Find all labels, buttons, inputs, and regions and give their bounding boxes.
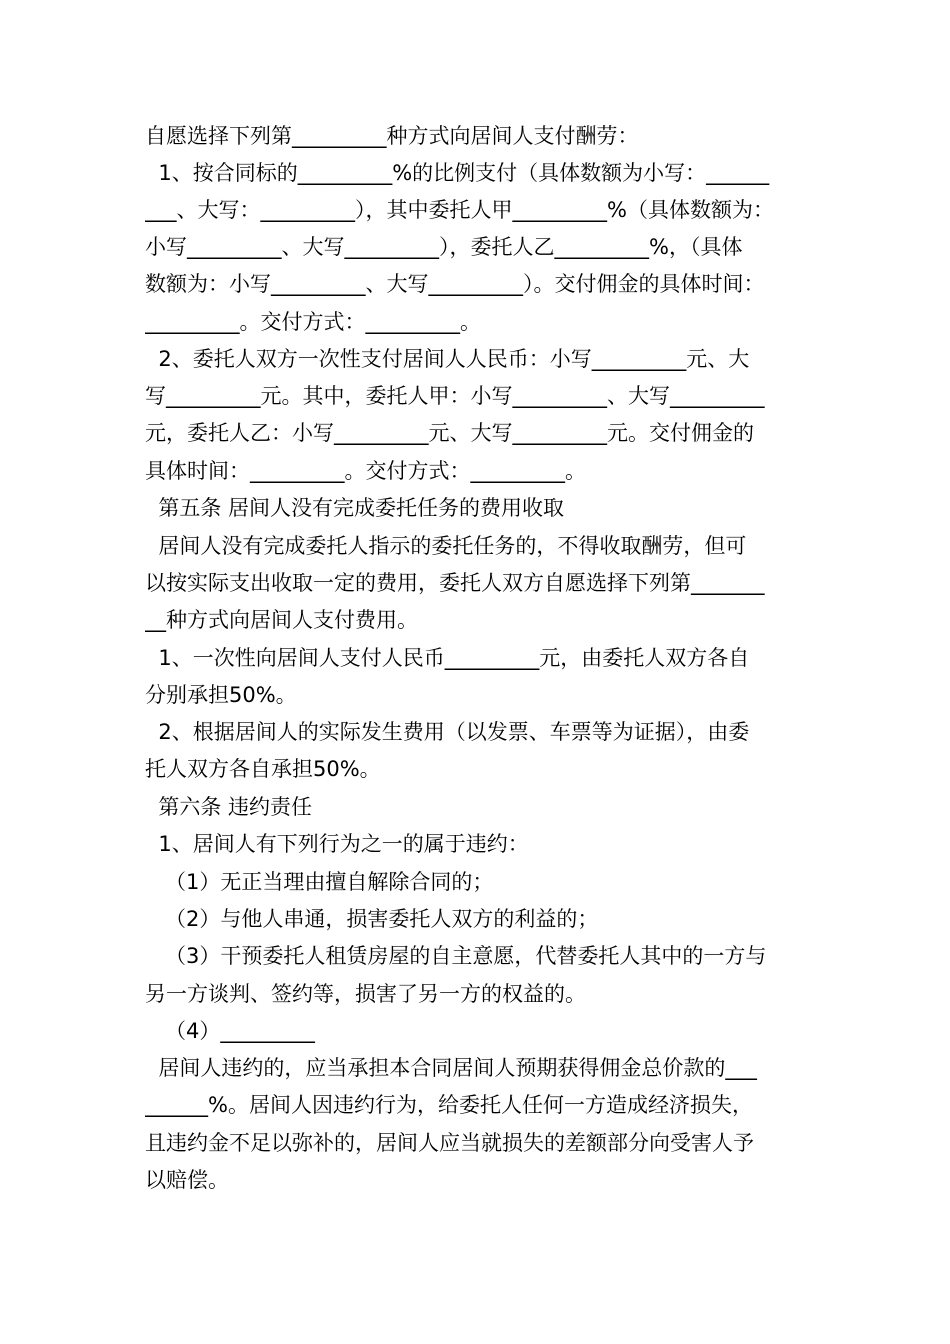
text-line: 居间人没有完成委托人指示的委托任务的，不得收取酬劳，但可 (145, 534, 747, 558)
text-line: 元，委托人乙：小写_________元、大写_________元。交付佣金的 (145, 421, 754, 445)
text-line: 托人双方各自承担50%。 (145, 757, 381, 781)
section-heading: 第五条 居间人没有完成委托任务的费用收取 (145, 496, 565, 520)
text-line: 居间人违约的，应当承担本合同居间人预期获得佣金总价款的___ (145, 1056, 757, 1080)
text-line: ______%。居间人因违约行为，给委托人任何一方造成经济损失， (145, 1093, 753, 1117)
text-line: （2）与他人串通，损害委托人双方的利益的； (145, 907, 599, 931)
text-line: ___、大写：_________），其中委托人甲_________%（具体数额为： (145, 198, 774, 222)
text-line: （3）干预委托人租赁房屋的自主意愿，代替委托人其中的一方与 (145, 944, 767, 968)
text-line: 以赔偿。 (145, 1168, 229, 1192)
text-line: 数额为：小写_________、大写_________）。交付佣金的具体时间： (145, 272, 765, 296)
text-line: 1、按合同标的_________%的比例支付（具体数额为小写：______ (145, 161, 770, 185)
text-line: 具体时间：_________。交付方式：_________。 (145, 459, 586, 483)
text-line: 以按实际支出收取一定的费用，委托人双方自愿选择下列第_______ (145, 571, 765, 595)
text-line: 1、居间人有下列行为之一的属于违约： (145, 832, 529, 856)
text-line: 小写_________、大写_________），委托人乙_________%，（具体 (145, 235, 743, 259)
text-line: 1、一次性向居间人支付人民币_________元，由委托人双方各自 (145, 646, 750, 670)
text-line: 自愿选择下列第_________种方式向居间人支付酬劳： (145, 124, 639, 148)
text-line: 2、委托人双方一次性支付居间人人民币：小写_________元、大 (145, 347, 750, 371)
text-line: （4）_________ (145, 1019, 315, 1043)
section-heading: 第六条 违约责任 (145, 795, 313, 819)
text-line: 另一方谈判、签约等，损害了另一方的权益的。 (145, 982, 586, 1006)
text-line: 且违约金不足以弥补的，居间人应当就损失的差额部分向受害人予 (145, 1131, 754, 1155)
text-line: 2、根据居间人的实际发生费用（以发票、车票等为证据），由委 (145, 720, 750, 744)
text-line: _________。交付方式：_________。 (145, 310, 481, 334)
text-line: 分别承担50%。 (145, 683, 297, 707)
text-line: （1）无正当理由擅自解除合同的； (145, 870, 494, 894)
text-line: __种方式向居间人支付费用。 (145, 608, 418, 632)
text-line: 写_________元。其中，委托人甲：小写_________、大写_________ (145, 384, 765, 408)
